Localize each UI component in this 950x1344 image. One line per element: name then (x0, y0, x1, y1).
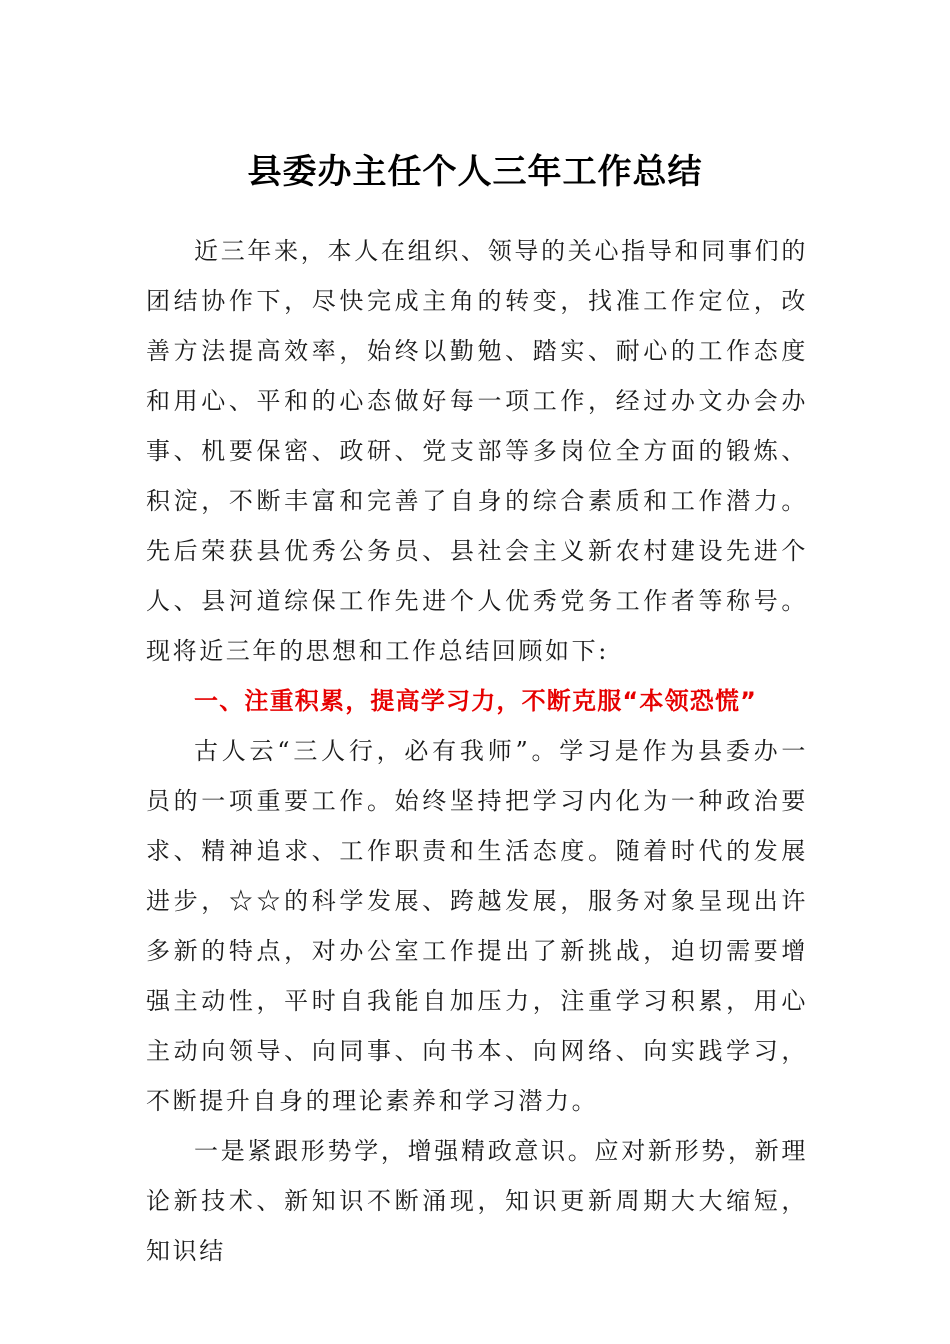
section-heading-1: 一、注重积累，提高学习力，不断克服“本领恐慌” (194, 687, 758, 715)
document-body (146, 226, 808, 1276)
section-1-subpoint-paragraph: 一是紧跟形势学，增强精政意识。应对新形势，新理论新技术、新知识不断涌现，知识更新周期大大缩短，知识结 (146, 1137, 808, 1265)
intro-paragraph: 近三年来，本人在组织、领导的关心指导和同事们的团结协作下，尽快完成主角的转变，找准工作定位，改善方法提高效率，始终以勤勉、踏实、耐心的工作态度和用心、平和的心态做好每一项工作，经过办文办会办事、机要保密、政研、党支部等多岗位全方面的锻炼、积淀，不断丰富和完善了自身的综合素质和工作潜力。先后荣获县优秀公务员、县社会主义新农村建设先进个人、县河道综保工作先进个人优秀党务工作者等称号。现将近三年的思想和工作总结回顾如下: (146, 237, 808, 665)
document-title: 县委办主任个人三年工作总结 (247, 152, 703, 192)
section-1-paragraph: 古人云“三人行，必有我师”。学习是作为县委办一员的一项重要工作。始终坚持把学习内化为一种政治要求、精神追求、工作职责和生活态度。随着时代的发展进步，☆☆的科学发展、跨越发展，服务对象呈现出许多新的特点，对办公室工作提出了新挑战，迫切需要增强主动性，平时自我能自加压力，注重学习积累，用心主动向领导、向同事、向书本、向网络、向实践学习，不断提升自身的理论素养和学习潜力。 (146, 737, 808, 1115)
